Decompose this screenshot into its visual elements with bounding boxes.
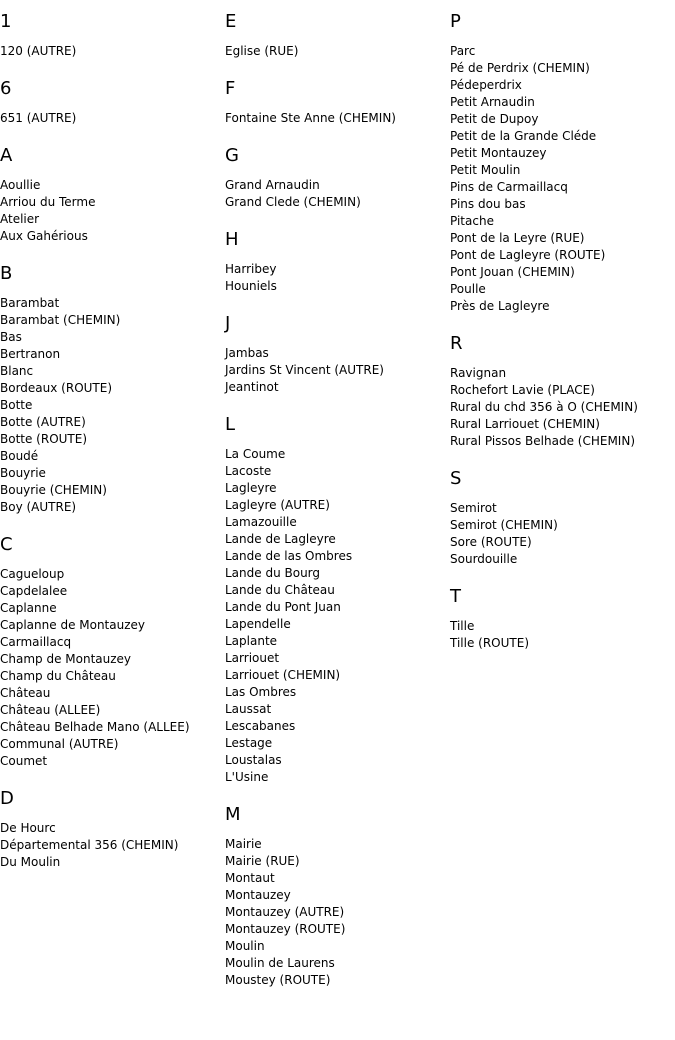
street-link[interactable]: Pédeperdrix: [450, 78, 522, 92]
letter-section: [225, 144, 450, 211]
street-link[interactable]: Communal (AUTRE): [0, 737, 119, 751]
letter-section: [450, 10, 675, 315]
street-link[interactable]: Barambat (CHEMIN): [0, 313, 121, 327]
letter-heading: B: [0, 263, 13, 284]
letter-section: [0, 144, 225, 245]
street-link[interactable]: Laplante: [225, 634, 278, 648]
index-column: [225, 10, 450, 1006]
street-list: [450, 43, 675, 315]
street-link[interactable]: Pins de Carmaillacq: [450, 180, 568, 194]
street-link[interactable]: Petit de la Grande Cléde: [450, 129, 597, 143]
street-link[interactable]: Bouyrie: [0, 466, 46, 480]
street-link[interactable]: Lescabanes: [225, 719, 296, 733]
street-list: [450, 365, 675, 450]
street-link[interactable]: Montauzey (ROUTE): [225, 922, 346, 936]
street-list: [450, 500, 675, 568]
letter-heading: F: [225, 78, 236, 99]
street-link[interactable]: Bordeaux (ROUTE): [0, 381, 113, 395]
street-link[interactable]: Pins dou bas: [450, 197, 526, 211]
street-link[interactable]: Caplanne: [0, 601, 57, 615]
street-link[interactable]: Botte (ROUTE): [0, 432, 88, 446]
letter-section: [225, 228, 450, 295]
street-link[interactable]: Las Ombres: [225, 685, 297, 699]
street-link[interactable]: De Hourc: [0, 821, 56, 835]
letter-heading: R: [450, 333, 463, 354]
street-link[interactable]: Tille (ROUTE): [450, 636, 530, 650]
street-link[interactable]: Champ de Montauzey: [0, 652, 132, 666]
street-link[interactable]: Champ du Château: [0, 669, 116, 683]
letter-section: [225, 10, 450, 60]
street-link[interactable]: Mairie: [225, 837, 262, 851]
letter-heading: S: [450, 468, 462, 489]
street-list: [225, 261, 450, 295]
street-list: [450, 618, 675, 652]
street-list: [0, 820, 225, 871]
street-link[interactable]: Bas: [0, 330, 22, 344]
street-link[interactable]: Petit Arnaudin: [450, 95, 535, 109]
street-link[interactable]: Lande du Bourg: [225, 566, 321, 580]
street-link[interactable]: Lande du Château: [225, 583, 335, 597]
street-list: [0, 295, 225, 516]
street-link[interactable]: Jardins St Vincent (AUTRE): [225, 363, 384, 377]
street-link[interactable]: Mairie (RUE): [225, 854, 300, 868]
street-link[interactable]: Du Moulin: [0, 855, 61, 869]
street-link[interactable]: Montauzey (AUTRE): [225, 905, 345, 919]
street-link[interactable]: Départemental 356 (CHEMIN): [0, 838, 179, 852]
street-list: [225, 110, 450, 127]
street-link[interactable]: Lamazouille: [225, 515, 297, 529]
street-link[interactable]: Arriou du Terme: [0, 195, 96, 209]
street-link[interactable]: Lestage: [225, 736, 273, 750]
street-link[interactable]: Semirot (CHEMIN): [450, 518, 558, 532]
letter-section: [225, 77, 450, 127]
letter-section: [0, 10, 225, 60]
street-link[interactable]: Rural Larriouet (CHEMIN): [450, 417, 600, 431]
street-link[interactable]: Près de Lagleyre: [450, 299, 550, 313]
street-link[interactable]: Cagueloup: [0, 567, 65, 581]
street-link[interactable]: Château Belhade Mano (ALLEE): [0, 720, 190, 734]
letter-section: [450, 332, 675, 450]
street-link[interactable]: Botte: [0, 398, 33, 412]
street-link[interactable]: Aoullie: [0, 178, 41, 192]
letter-section: [225, 312, 450, 396]
street-link[interactable]: Atelier: [0, 212, 40, 226]
street-link[interactable]: La Coume: [225, 447, 286, 461]
street-link[interactable]: Moulin: [225, 939, 265, 953]
street-link[interactable]: Rural du chd 356 à O (CHEMIN): [450, 400, 638, 414]
street-link[interactable]: Boudé: [0, 449, 39, 463]
street-link[interactable]: Barambat: [0, 296, 60, 310]
street-link[interactable]: Boy (AUTRE): [0, 500, 77, 514]
street-list: [0, 43, 225, 60]
street-link[interactable]: Harribey: [225, 262, 277, 276]
street-list: [0, 177, 225, 245]
letter-heading: 1: [0, 11, 12, 32]
letter-heading: L: [225, 414, 236, 435]
street-link[interactable]: Poulle: [450, 282, 486, 296]
street-link[interactable]: Lagleyre (AUTRE): [225, 498, 330, 512]
letter-heading: A: [0, 145, 13, 166]
street-link[interactable]: Pont de la Leyre (RUE): [450, 231, 585, 245]
street-link[interactable]: Petit de Dupoy: [450, 112, 539, 126]
street-link[interactable]: Eglise (RUE): [225, 44, 299, 58]
street-list: [225, 345, 450, 396]
street-link[interactable]: Ravignan: [450, 366, 507, 380]
letter-heading: E: [225, 11, 237, 32]
street-link[interactable]: Aux Gahérious: [0, 229, 88, 243]
street-link[interactable]: L'Usine: [225, 770, 269, 784]
street-link[interactable]: Pé de Perdrix (CHEMIN): [450, 61, 590, 75]
street-link[interactable]: 651 (AUTRE): [0, 111, 77, 125]
street-link[interactable]: Coumet: [0, 754, 48, 768]
street-link[interactable]: Grand Clede (CHEMIN): [225, 195, 361, 209]
street-link[interactable]: Larriouet: [225, 651, 280, 665]
street-link[interactable]: Lande de las Ombres: [225, 549, 353, 563]
street-link[interactable]: Pont Jouan (CHEMIN): [450, 265, 575, 279]
street-link[interactable]: Capdelalee: [0, 584, 68, 598]
street-link[interactable]: Petit Moulin: [450, 163, 521, 177]
street-link[interactable]: Sore (ROUTE): [450, 535, 532, 549]
street-link[interactable]: Rural Pissos Belhade (CHEMIN): [450, 434, 635, 448]
letter-heading: T: [450, 586, 461, 607]
street-link[interactable]: Loustalas: [225, 753, 282, 767]
letter-heading: C: [0, 534, 13, 555]
letter-section: [225, 413, 450, 786]
street-link[interactable]: Château: [0, 686, 51, 700]
street-link[interactable]: Lande de Lagleyre: [225, 532, 336, 546]
street-link[interactable]: Caplanne de Montauzey: [0, 618, 146, 632]
street-link[interactable]: Montauzey: [225, 888, 291, 902]
street-link[interactable]: Jeantinot: [225, 380, 279, 394]
letter-section: [0, 787, 225, 871]
letter-heading: J: [225, 313, 231, 334]
street-link[interactable]: Lagleyre: [225, 481, 277, 495]
index-column: [450, 10, 675, 669]
street-link[interactable]: Château (ALLEE): [0, 703, 101, 717]
street-link[interactable]: Montaut: [225, 871, 275, 885]
street-link[interactable]: Parc: [450, 44, 476, 58]
letter-section: [225, 803, 450, 989]
street-link[interactable]: 120 (AUTRE): [0, 44, 77, 58]
street-list: [225, 836, 450, 989]
street-link[interactable]: Sourdouille: [450, 552, 518, 566]
street-link[interactable]: Pitache: [450, 214, 494, 228]
letter-heading: 6: [0, 78, 12, 99]
street-link[interactable]: Carmaillacq: [0, 635, 72, 649]
street-list: [225, 43, 450, 60]
letter-heading: H: [225, 229, 239, 250]
letter-heading: G: [225, 145, 239, 166]
street-link[interactable]: Lapendelle: [225, 617, 291, 631]
street-link[interactable]: Moustey (ROUTE): [225, 973, 331, 987]
street-link[interactable]: Grand Arnaudin: [225, 178, 320, 192]
letter-section: [0, 533, 225, 770]
street-link[interactable]: Petit Montauzey: [450, 146, 547, 160]
street-list: [0, 566, 225, 770]
street-list: [225, 177, 450, 211]
street-link[interactable]: Botte (AUTRE): [0, 415, 86, 429]
street-link[interactable]: Tille: [450, 619, 475, 633]
street-link[interactable]: Jambas: [225, 346, 269, 360]
street-link[interactable]: Bouyrie (CHEMIN): [0, 483, 107, 497]
letter-section: [450, 467, 675, 568]
street-link[interactable]: Houniels: [225, 279, 277, 293]
street-list: [0, 110, 225, 127]
letter-heading: M: [225, 804, 241, 825]
letter-heading: P: [450, 11, 461, 32]
street-link[interactable]: Pont de Lagleyre (ROUTE): [450, 248, 606, 262]
street-link[interactable]: Semirot: [450, 501, 497, 515]
index-column: [0, 10, 225, 888]
street-link[interactable]: Rochefort Lavie (PLACE): [450, 383, 595, 397]
letter-section: [0, 77, 225, 127]
street-link[interactable]: Bertranon: [0, 347, 61, 361]
street-link[interactable]: Blanc: [0, 364, 34, 378]
letter-heading: D: [0, 788, 14, 809]
street-link[interactable]: Larriouet (CHEMIN): [225, 668, 341, 682]
letter-section: [0, 262, 225, 516]
street-link[interactable]: Fontaine Ste Anne (CHEMIN): [225, 111, 396, 125]
street-link[interactable]: Moulin de Laurens: [225, 956, 335, 970]
street-link[interactable]: Laussat: [225, 702, 272, 716]
street-link[interactable]: Lacoste: [225, 464, 272, 478]
street-link[interactable]: Lande du Pont Juan: [225, 600, 341, 614]
letter-section: [450, 585, 675, 652]
street-list: [225, 446, 450, 786]
